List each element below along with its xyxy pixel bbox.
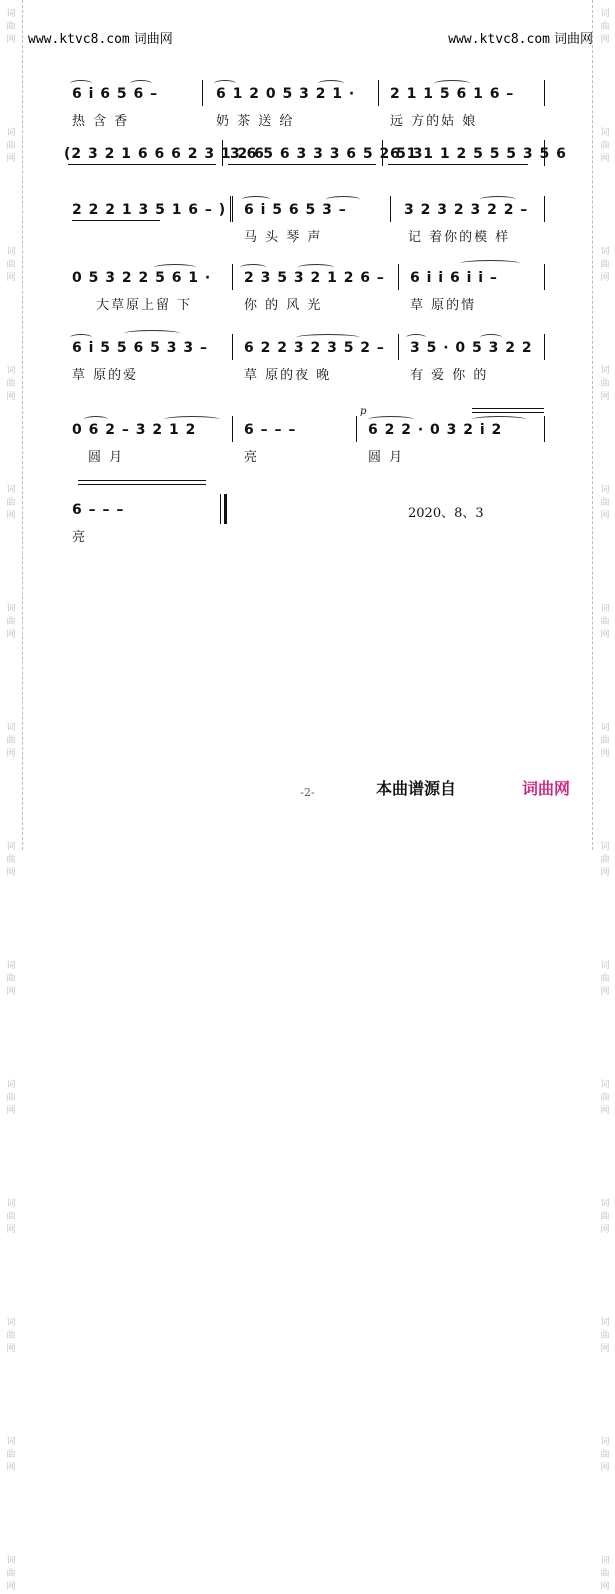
watermark-char: 网 <box>6 1463 16 1473</box>
slur <box>124 330 180 337</box>
watermark-mark <box>6 1079 15 1118</box>
measure: 3 5 · 0 5 3 2 2 <box>410 340 533 356</box>
lyric: 奶 茶 送 给 <box>216 114 295 129</box>
watermark-mark <box>600 1198 609 1237</box>
watermark-char: 词 <box>600 1556 610 1566</box>
watermark-char: 网 <box>600 630 610 640</box>
beam <box>228 164 376 165</box>
watermark-char: 曲 <box>6 498 16 508</box>
watermark-char: 曲 <box>600 498 610 508</box>
slur <box>298 264 334 271</box>
slur <box>434 80 470 87</box>
watermark-char: 词 <box>6 9 16 19</box>
watermark-char: 曲 <box>6 141 16 151</box>
lyric: 你 的 风 光 <box>244 298 323 313</box>
watermark-char: 词 <box>600 247 610 257</box>
lyric: 草 原的爱 <box>72 368 139 383</box>
score-system-5 <box>68 340 548 400</box>
header-right-url[interactable]: www.ktvc8.com <box>448 32 550 47</box>
lyric: 热 含 香 <box>72 114 130 129</box>
watermark-char: 网 <box>600 35 610 45</box>
watermark-mark <box>600 127 609 166</box>
watermark-char: 网 <box>600 1344 610 1354</box>
measure: 6 i̇ 5 6 5 3 – <box>244 202 347 218</box>
watermark-char: 网 <box>600 273 610 283</box>
watermark-char: 网 <box>6 630 16 640</box>
measure: 6 – – – <box>244 422 297 438</box>
left-page-border <box>22 0 23 850</box>
left-watermark-column <box>2 0 20 1592</box>
watermark-char: 词 <box>6 961 16 971</box>
watermark-mark <box>6 1555 15 1594</box>
slur <box>84 416 108 423</box>
watermark-char: 曲 <box>600 974 610 984</box>
slur <box>242 196 270 203</box>
watermark-char: 曲 <box>600 1212 610 1222</box>
measure: 3 2 3 2 3 2 2 – <box>404 202 529 218</box>
page-number: -2- <box>300 786 315 799</box>
watermark-char: 词 <box>600 9 610 19</box>
measure: 6 i̇ i̇ 6 i̇ i̇ – <box>410 270 498 286</box>
watermark-char: 词 <box>6 723 16 733</box>
slur <box>480 334 502 341</box>
watermark-mark <box>600 246 609 285</box>
measure: (2 3 2 1 6 6 6 2 3 1 2 6 <box>64 146 265 162</box>
lyric: 亮 <box>244 450 260 465</box>
slur <box>130 80 152 87</box>
decrescendo-line <box>78 480 206 481</box>
watermark-mark <box>6 127 15 166</box>
watermark-char: 曲 <box>6 1569 16 1579</box>
slur <box>214 80 236 87</box>
lyrics-line <box>72 294 548 312</box>
watermark-char: 曲 <box>600 855 610 865</box>
slur <box>480 196 516 203</box>
slur <box>406 334 426 341</box>
measure: 6 i̇ 6 5 6 – <box>72 86 159 102</box>
watermark-char: 曲 <box>6 260 16 270</box>
score-system-7 <box>68 502 548 562</box>
measure: 2 2 2 1 3 5 1 6 – ) <box>72 202 227 218</box>
slur <box>460 260 520 267</box>
watermark-mark <box>600 365 609 404</box>
header-left <box>28 28 173 47</box>
watermark-char: 词 <box>6 1437 16 1447</box>
lyric: 草 原的情 <box>410 298 477 313</box>
watermark-char: 词 <box>600 1318 610 1328</box>
lyrics-line <box>72 446 548 464</box>
notes-line <box>72 86 548 106</box>
slur <box>472 416 526 423</box>
watermark-char: 网 <box>600 868 610 878</box>
watermark-char: 曲 <box>6 855 16 865</box>
lyrics-line <box>72 110 548 128</box>
watermark-char: 曲 <box>600 260 610 270</box>
header-right-site-name: 词曲网 <box>553 32 593 47</box>
watermark-char: 网 <box>6 1225 16 1235</box>
watermark-char: 曲 <box>6 1331 16 1341</box>
beam <box>72 220 160 221</box>
watermark-char: 网 <box>6 35 16 45</box>
slur <box>164 416 220 423</box>
watermark-char: 词 <box>600 485 610 495</box>
watermark-char: 网 <box>600 1582 610 1592</box>
watermark-char: 词 <box>600 604 610 614</box>
right-watermark-column <box>596 0 614 1592</box>
measure: 6 1 2 0 5 3 2 1 · <box>216 86 356 102</box>
watermark-mark <box>600 1555 609 1594</box>
watermark-char: 网 <box>6 154 16 164</box>
measure: 3 6 5 6 3 3 3 6 5 2 5 3 <box>230 146 424 162</box>
notes-line <box>72 340 548 360</box>
measure: 0 6 2 – 3 2 1 2 <box>72 422 197 438</box>
score-system-6 <box>68 406 548 482</box>
watermark-char: 词 <box>6 247 16 257</box>
watermark-mark <box>600 1436 609 1475</box>
watermark-char: 曲 <box>6 617 16 627</box>
watermark-char: 曲 <box>600 1331 610 1341</box>
watermark-char: 网 <box>600 987 610 997</box>
score-system-1 <box>68 86 548 146</box>
slur <box>70 334 92 341</box>
header-right <box>448 28 593 47</box>
watermark-mark <box>600 1317 609 1356</box>
header-left-site-name: 词曲网 <box>133 32 173 47</box>
slur <box>296 334 360 341</box>
watermark-char: 网 <box>6 511 16 521</box>
decrescendo-line <box>78 484 206 485</box>
right-page-border <box>592 0 593 850</box>
notes-line <box>72 202 548 222</box>
watermark-char: 网 <box>600 392 610 402</box>
measure: 2 3 5 3 2 1 2 6 – <box>244 270 385 286</box>
watermark-mark <box>600 1079 609 1118</box>
slur <box>154 264 196 271</box>
watermark-char: 曲 <box>600 736 610 746</box>
watermark-char: 词 <box>600 961 610 971</box>
slur <box>326 196 360 203</box>
measure: 2 1 1 5 6 1 6 – <box>390 86 515 102</box>
watermark-char: 网 <box>6 1106 16 1116</box>
watermark-char: 曲 <box>6 974 16 984</box>
watermark-char: 词 <box>600 128 610 138</box>
lyrics-line <box>72 364 548 382</box>
watermark-char: 曲 <box>600 379 610 389</box>
beam <box>68 164 216 165</box>
measure: 6 i̇ 5 5 6 5 3 3 – <box>72 340 208 356</box>
watermark-char: 词 <box>6 366 16 376</box>
lyric: 大草原上留 下 <box>96 298 193 313</box>
source-label: 本曲谱源自 <box>376 779 457 798</box>
watermark-char: 曲 <box>6 379 16 389</box>
watermark-mark <box>6 603 15 642</box>
lyric: 圆 月 <box>368 450 405 465</box>
watermark-char: 曲 <box>600 1093 610 1103</box>
watermark-char: 词 <box>6 1199 16 1209</box>
header-left-url[interactable]: www.ktvc8.com <box>28 32 130 47</box>
score-system-2 <box>64 146 567 206</box>
watermark-char: 曲 <box>600 141 610 151</box>
source-site-link[interactable]: 词曲网 <box>522 779 571 798</box>
watermark-char: 词 <box>6 485 16 495</box>
watermark-mark <box>600 722 609 761</box>
watermark-char: 网 <box>6 273 16 283</box>
watermark-mark <box>6 1436 15 1475</box>
composition-date: 2020、8、3 <box>408 506 484 521</box>
watermark-char: 曲 <box>600 1450 610 1460</box>
watermark-mark <box>6 841 15 880</box>
watermark-mark <box>600 484 609 523</box>
measure: 6 – – – <box>72 502 125 518</box>
watermark-char: 词 <box>6 842 16 852</box>
measure: 6 1 1 1 2 5 5 5 3 5 6 <box>390 146 567 162</box>
watermark-mark <box>6 722 15 761</box>
watermark-char: 曲 <box>600 1569 610 1579</box>
watermark-char: 网 <box>6 868 16 878</box>
watermark-char: 曲 <box>600 617 610 627</box>
watermark-char: 词 <box>6 1318 16 1328</box>
lyric: 记 着你的模 样 <box>408 230 511 245</box>
lyric: 有 爱 你 的 <box>410 368 489 383</box>
measure: 6 2 2 · 0 3 2 i̇ 2 <box>368 422 503 438</box>
watermark-char: 曲 <box>6 1212 16 1222</box>
lyric: 亮 <box>72 530 88 545</box>
slur <box>318 80 344 87</box>
lyric: 远 方的姑 娘 <box>390 114 478 129</box>
watermark-mark <box>6 365 15 404</box>
notes-line <box>72 270 548 290</box>
measure: 6 2 2 3 2 3 5 2 – <box>244 340 385 356</box>
lyric: 圆 月 <box>88 450 125 465</box>
slur <box>240 264 266 271</box>
beam <box>388 164 528 165</box>
watermark-char: 词 <box>6 128 16 138</box>
watermark-char: 词 <box>600 1437 610 1447</box>
watermark-mark <box>6 246 15 285</box>
watermark-char: 词 <box>6 604 16 614</box>
watermark-mark <box>6 484 15 523</box>
watermark-char: 词 <box>6 1080 16 1090</box>
slur <box>368 416 414 423</box>
watermark-char: 网 <box>6 987 16 997</box>
watermark-char: 曲 <box>6 22 16 32</box>
watermark-char: 网 <box>6 1582 16 1592</box>
lyric: 草 原的夜 晚 <box>244 368 332 383</box>
watermark-char: 曲 <box>600 22 610 32</box>
watermark-char: 网 <box>6 749 16 759</box>
lyrics-line <box>72 526 548 544</box>
watermark-mark <box>6 1198 15 1237</box>
watermark-char: 网 <box>6 392 16 402</box>
watermark-mark <box>600 841 609 880</box>
score-system-3 <box>68 202 548 262</box>
watermark-mark <box>600 960 609 999</box>
watermark-char: 词 <box>6 1556 16 1566</box>
crescendo-line <box>472 408 544 409</box>
watermark-char: 词 <box>600 723 610 733</box>
notes-line <box>64 146 567 166</box>
watermark-char: 词 <box>600 1080 610 1090</box>
watermark-mark <box>600 8 609 47</box>
watermark-char: 曲 <box>6 1450 16 1460</box>
dynamic-mark: p <box>360 406 367 417</box>
watermark-char: 网 <box>600 749 610 759</box>
watermark-char: 网 <box>600 154 610 164</box>
watermark-char: 词 <box>600 1199 610 1209</box>
measure: 0 5 3 2 2 5 6 1 · <box>72 270 212 286</box>
lyric: 马 头 琴 声 <box>244 230 323 245</box>
watermark-mark <box>6 960 15 999</box>
watermark-char: 曲 <box>6 736 16 746</box>
lyrics-line <box>72 226 548 244</box>
watermark-mark <box>600 603 609 642</box>
watermark-char: 词 <box>600 842 610 852</box>
watermark-mark <box>6 8 15 47</box>
watermark-char: 曲 <box>6 1093 16 1103</box>
watermark-char: 网 <box>600 1463 610 1473</box>
score-system-4 <box>68 270 548 330</box>
watermark-char: 网 <box>6 1344 16 1354</box>
crescendo-line <box>472 412 544 413</box>
slur <box>70 80 92 87</box>
watermark-char: 网 <box>600 1225 610 1235</box>
notes-line <box>72 422 548 442</box>
watermark-char: 网 <box>600 1106 610 1116</box>
watermark-char: 网 <box>600 511 610 521</box>
watermark-char: 词 <box>600 366 610 376</box>
watermark-mark <box>6 1317 15 1356</box>
